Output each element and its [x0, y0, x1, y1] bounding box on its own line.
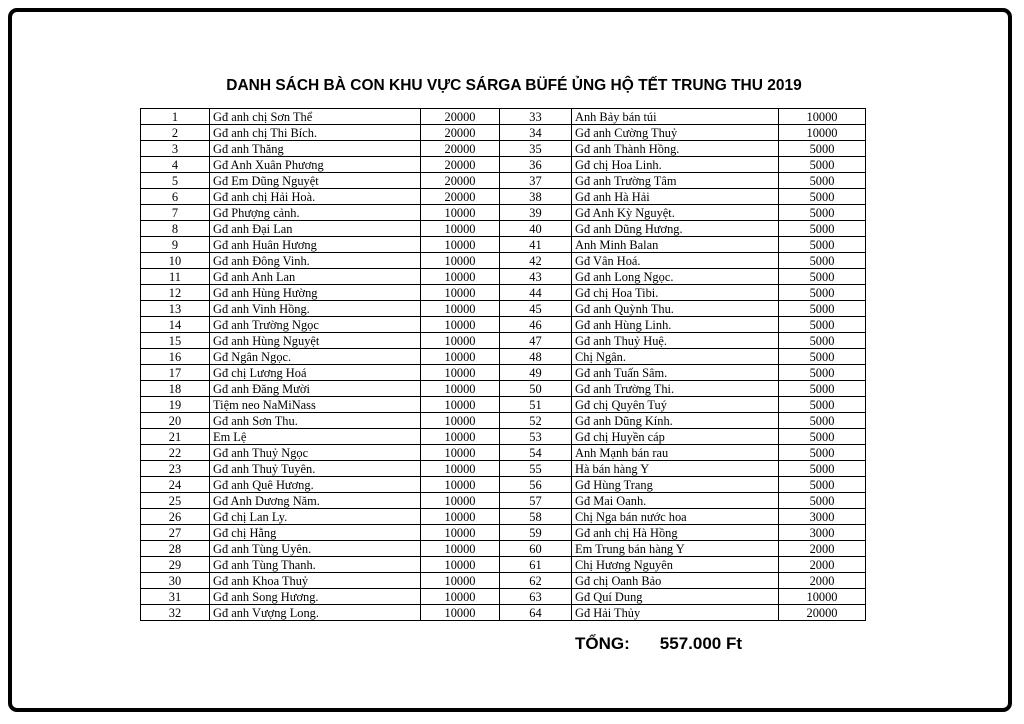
donation-amount: 10000: [421, 285, 500, 301]
row-number: 58: [500, 509, 572, 525]
row-number: 5: [141, 173, 210, 189]
donor-name: Gđ anh Song Hương.: [210, 589, 421, 605]
donation-amount: 5000: [779, 189, 866, 205]
donor-name: Gđ anh chị Thi Bích.: [210, 125, 421, 141]
donor-name: Gđ chị Oanh Bảo: [572, 573, 779, 589]
donation-amount: 10000: [421, 541, 500, 557]
donation-amount: 20000: [421, 141, 500, 157]
donor-name: Gđ anh Đăng Mười: [210, 381, 421, 397]
table-row: [141, 477, 866, 493]
row-number: 7: [141, 205, 210, 221]
donor-name: Gđ anh Quê Hương.: [210, 477, 421, 493]
row-number: 18: [141, 381, 210, 397]
row-number: 44: [500, 285, 572, 301]
donor-table: [140, 108, 866, 621]
donation-amount: 10000: [421, 461, 500, 477]
donation-amount: 5000: [779, 285, 866, 301]
donation-amount: 10000: [421, 509, 500, 525]
table-row: [141, 157, 866, 173]
donor-name: Gđ anh Long Ngọc.: [572, 269, 779, 285]
row-number: 9: [141, 237, 210, 253]
row-number: 26: [141, 509, 210, 525]
donation-amount: 10000: [421, 525, 500, 541]
donation-amount: 10000: [421, 477, 500, 493]
donation-amount: 10000: [421, 381, 500, 397]
donation-amount: 10000: [421, 445, 500, 461]
row-number: 37: [500, 173, 572, 189]
donor-name: Gđ anh Đông Vinh.: [210, 253, 421, 269]
donation-amount: 5000: [779, 317, 866, 333]
donor-name: Gđ anh Thăng: [210, 141, 421, 157]
row-number: 24: [141, 477, 210, 493]
row-number: 56: [500, 477, 572, 493]
donation-amount: 5000: [779, 413, 866, 429]
donor-name: Chị Ngân.: [572, 349, 779, 365]
table-row: [141, 525, 866, 541]
donor-name: Gđ Em Dũng Nguyệt: [210, 173, 421, 189]
donation-amount: 5000: [779, 397, 866, 413]
page-frame: [8, 8, 1012, 712]
table-row: [141, 285, 866, 301]
donor-name: Gđ anh Hùng Nguyệt: [210, 333, 421, 349]
row-number: 29: [141, 557, 210, 573]
donor-name: Gđ Mai Oanh.: [572, 493, 779, 509]
table-row: [141, 317, 866, 333]
donation-amount: 20000: [421, 173, 500, 189]
total-value: 557.000 Ft: [659, 634, 743, 653]
row-number: 60: [500, 541, 572, 557]
donation-amount: 10000: [421, 605, 500, 621]
donor-name: Gđ anh Huân Hương: [210, 237, 421, 253]
donation-amount: 5000: [779, 461, 866, 477]
donation-amount: 20000: [779, 605, 866, 621]
row-number: 61: [500, 557, 572, 573]
table-row: [141, 461, 866, 477]
donation-amount: 10000: [421, 333, 500, 349]
donation-amount: 5000: [779, 157, 866, 173]
row-number: 36: [500, 157, 572, 173]
row-number: 34: [500, 125, 572, 141]
donor-name: Gđ anh Dũng Hương.: [572, 221, 779, 237]
donation-amount: 5000: [779, 173, 866, 189]
table-row: [141, 205, 866, 221]
donation-amount: 2000: [779, 557, 866, 573]
row-number: 53: [500, 429, 572, 445]
donation-amount: 5000: [779, 253, 866, 269]
row-number: 27: [141, 525, 210, 541]
row-number: 12: [141, 285, 210, 301]
donation-amount: 5000: [779, 493, 866, 509]
donation-amount: 10000: [421, 269, 500, 285]
donation-amount: 5000: [779, 141, 866, 157]
donation-amount: 10000: [421, 365, 500, 381]
donor-name: Gđ anh Quỳnh Thu.: [572, 301, 779, 317]
table-row: [141, 109, 866, 125]
row-number: 23: [141, 461, 210, 477]
donation-amount: 10000: [421, 317, 500, 333]
donor-name: Gđ Hùng Trang: [572, 477, 779, 493]
donor-name: Gđ anh Khoa Thuỷ: [210, 573, 421, 589]
donor-name: Hà bán hàng Y: [572, 461, 779, 477]
table-row: [141, 125, 866, 141]
row-number: 64: [500, 605, 572, 621]
donation-amount: 5000: [779, 221, 866, 237]
donor-name: Gđ anh Trường Thi.: [572, 381, 779, 397]
table-row: [141, 301, 866, 317]
donor-name: Gđ anh chị Sơn Thể: [210, 109, 421, 125]
donor-name: Gđ anh Thành Hồng.: [572, 141, 779, 157]
row-number: 25: [141, 493, 210, 509]
donor-name: Gđ Ngân Ngọc.: [210, 349, 421, 365]
donor-table-body: [141, 109, 866, 621]
donor-name: Gđ chị Lương Hoá: [210, 365, 421, 381]
row-number: 51: [500, 397, 572, 413]
row-number: 55: [500, 461, 572, 477]
donor-name: Anh Minh Balan: [572, 237, 779, 253]
donor-name: Gđ anh Tùng Uyên.: [210, 541, 421, 557]
donor-name: Gđ anh Thuỷ Tuyên.: [210, 461, 421, 477]
table-row: [141, 221, 866, 237]
donation-amount: 3000: [779, 509, 866, 525]
donor-name: Gđ anh Trường Tâm: [572, 173, 779, 189]
row-number: 30: [141, 573, 210, 589]
donation-amount: 5000: [779, 365, 866, 381]
table-row: [141, 237, 866, 253]
table-row: [141, 397, 866, 413]
row-number: 33: [500, 109, 572, 125]
row-number: 15: [141, 333, 210, 349]
donor-name: Gđ anh Hùng Linh.: [572, 317, 779, 333]
donation-amount: 20000: [421, 109, 500, 125]
donor-name: Gđ anh Tuấn Sâm.: [572, 365, 779, 381]
row-number: 22: [141, 445, 210, 461]
donor-name: Gđ anh Vinh Hồng.: [210, 301, 421, 317]
donor-name: Tiệm neo NaMiNass: [210, 397, 421, 413]
row-number: 62: [500, 573, 572, 589]
table-row: [141, 541, 866, 557]
donor-name: Gđ anh Đại Lan: [210, 221, 421, 237]
row-number: 21: [141, 429, 210, 445]
donation-amount: 3000: [779, 525, 866, 541]
row-number: 1: [141, 109, 210, 125]
row-number: 47: [500, 333, 572, 349]
donor-name: Chị Hương Nguyên: [572, 557, 779, 573]
donor-name: Gđ anh chị Hải Hoà.: [210, 189, 421, 205]
donor-name: Gđ anh Sơn Thu.: [210, 413, 421, 429]
donation-amount: 10000: [421, 573, 500, 589]
row-number: 57: [500, 493, 572, 509]
total-line: [575, 634, 742, 654]
donor-name: Gđ anh Trường Ngọc: [210, 317, 421, 333]
row-number: 19: [141, 397, 210, 413]
row-number: 28: [141, 541, 210, 557]
donor-name: Gđ Hải Thủy: [572, 605, 779, 621]
donor-name: Gđ Anh Dương Năm.: [210, 493, 421, 509]
row-number: 41: [500, 237, 572, 253]
row-number: 50: [500, 381, 572, 397]
donor-name: Gđ anh Dũng Kính.: [572, 413, 779, 429]
donation-amount: 10000: [421, 349, 500, 365]
donor-name: Gđ chị Hoa Linh.: [572, 157, 779, 173]
row-number: 20: [141, 413, 210, 429]
table-row: [141, 573, 866, 589]
donor-name: Gđ anh Anh Lan: [210, 269, 421, 285]
row-number: 16: [141, 349, 210, 365]
total-label: TỔNG:: [575, 634, 630, 653]
donor-name: Gđ chị Hằng: [210, 525, 421, 541]
donation-amount: 10000: [421, 301, 500, 317]
donation-amount: 20000: [421, 157, 500, 173]
table-row: [141, 557, 866, 573]
donor-name: Gđ anh Tùng Thanh.: [210, 557, 421, 573]
row-number: 14: [141, 317, 210, 333]
row-number: 6: [141, 189, 210, 205]
donor-name: Gđ anh Cường Thuỷ: [572, 125, 779, 141]
donor-name: Gđ Anh Xuân Phương: [210, 157, 421, 173]
donation-amount: 5000: [779, 445, 866, 461]
donation-amount: 10000: [779, 589, 866, 605]
donor-name: Anh Bảy bán túi: [572, 109, 779, 125]
row-number: 49: [500, 365, 572, 381]
table-row: [141, 173, 866, 189]
donation-amount: 10000: [779, 109, 866, 125]
table-row: [141, 509, 866, 525]
table-row: [141, 605, 866, 621]
donation-amount: 10000: [421, 237, 500, 253]
donor-name: Gđ Vân Hoá.: [572, 253, 779, 269]
donation-amount: 2000: [779, 541, 866, 557]
donation-amount: 10000: [421, 429, 500, 445]
donation-amount: 20000: [421, 125, 500, 141]
donor-name: Gđ anh Hùng Hường: [210, 285, 421, 301]
row-number: 2: [141, 125, 210, 141]
donor-name: Gđ Quí Dung: [572, 589, 779, 605]
donation-amount: 2000: [779, 573, 866, 589]
donation-amount: 5000: [779, 477, 866, 493]
table-row: [141, 333, 866, 349]
donation-amount: 5000: [779, 333, 866, 349]
donation-amount: 5000: [779, 301, 866, 317]
donation-amount: 5000: [779, 381, 866, 397]
donor-name: Gđ chị Quyên Tuý: [572, 397, 779, 413]
row-number: 46: [500, 317, 572, 333]
row-number: 52: [500, 413, 572, 429]
table-row: [141, 349, 866, 365]
donation-amount: 5000: [779, 269, 866, 285]
row-number: 32: [141, 605, 210, 621]
donation-amount: 10000: [421, 397, 500, 413]
row-number: 35: [500, 141, 572, 157]
row-number: 59: [500, 525, 572, 541]
donor-name: Chị Nga bán nước hoa: [572, 509, 779, 525]
row-number: 45: [500, 301, 572, 317]
donation-amount: 10000: [421, 253, 500, 269]
row-number: 40: [500, 221, 572, 237]
donor-name: Gđ anh Vượng Long.: [210, 605, 421, 621]
donation-amount: 5000: [779, 349, 866, 365]
donor-name: Anh Mạnh bán rau: [572, 445, 779, 461]
table-row: [141, 189, 866, 205]
donation-amount: 5000: [779, 205, 866, 221]
row-number: 48: [500, 349, 572, 365]
row-number: 4: [141, 157, 210, 173]
table-row: [141, 365, 866, 381]
donation-amount: 5000: [779, 237, 866, 253]
row-number: 10: [141, 253, 210, 269]
donor-name: Gđ Anh Kỳ Nguyệt.: [572, 205, 779, 221]
table-row: [141, 269, 866, 285]
table-row: [141, 429, 866, 445]
row-number: 43: [500, 269, 572, 285]
row-number: 3: [141, 141, 210, 157]
row-number: 11: [141, 269, 210, 285]
donation-amount: 10000: [779, 125, 866, 141]
donation-amount: 20000: [421, 189, 500, 205]
table-row: [141, 493, 866, 509]
row-number: 39: [500, 205, 572, 221]
row-number: 17: [141, 365, 210, 381]
donation-amount: 5000: [779, 429, 866, 445]
row-number: 31: [141, 589, 210, 605]
donor-name: Gđ anh Thuỷ Huệ.: [572, 333, 779, 349]
document-title: DANH SÁCH BÀ CON KHU VỰC SÁRGA BÜFÉ ỦNG HỘ TẾT TRUNG THU 2019: [226, 77, 802, 94]
row-number: 42: [500, 253, 572, 269]
donation-amount: 10000: [421, 493, 500, 509]
table-row: [141, 413, 866, 429]
row-number: 54: [500, 445, 572, 461]
donor-name: Gđ chị Hoa Tibi.: [572, 285, 779, 301]
table-row: [141, 589, 866, 605]
donor-name: Em Lệ: [210, 429, 421, 445]
table-row: [141, 381, 866, 397]
table-row: [141, 445, 866, 461]
donation-amount: 10000: [421, 205, 500, 221]
row-number: 63: [500, 589, 572, 605]
donation-amount: 10000: [421, 413, 500, 429]
donor-name: Gđ anh Thuỷ Ngọc: [210, 445, 421, 461]
donor-name: Gđ anh Hà Hải: [572, 189, 779, 205]
donor-name: Gđ anh chị Hà Hồng: [572, 525, 779, 541]
donation-amount: 10000: [421, 221, 500, 237]
donor-name: Gđ chị Lan Ly.: [210, 509, 421, 525]
donor-name: Em Trung bán hàng Y: [572, 541, 779, 557]
table-row: [141, 141, 866, 157]
row-number: 38: [500, 189, 572, 205]
row-number: 8: [141, 221, 210, 237]
table-row: [141, 253, 866, 269]
donation-amount: 10000: [421, 557, 500, 573]
donation-amount: 10000: [421, 589, 500, 605]
row-number: 13: [141, 301, 210, 317]
donor-name: Gđ chị Huyền cáp: [572, 429, 779, 445]
donor-name: Gđ Phượng cảnh.: [210, 205, 421, 221]
